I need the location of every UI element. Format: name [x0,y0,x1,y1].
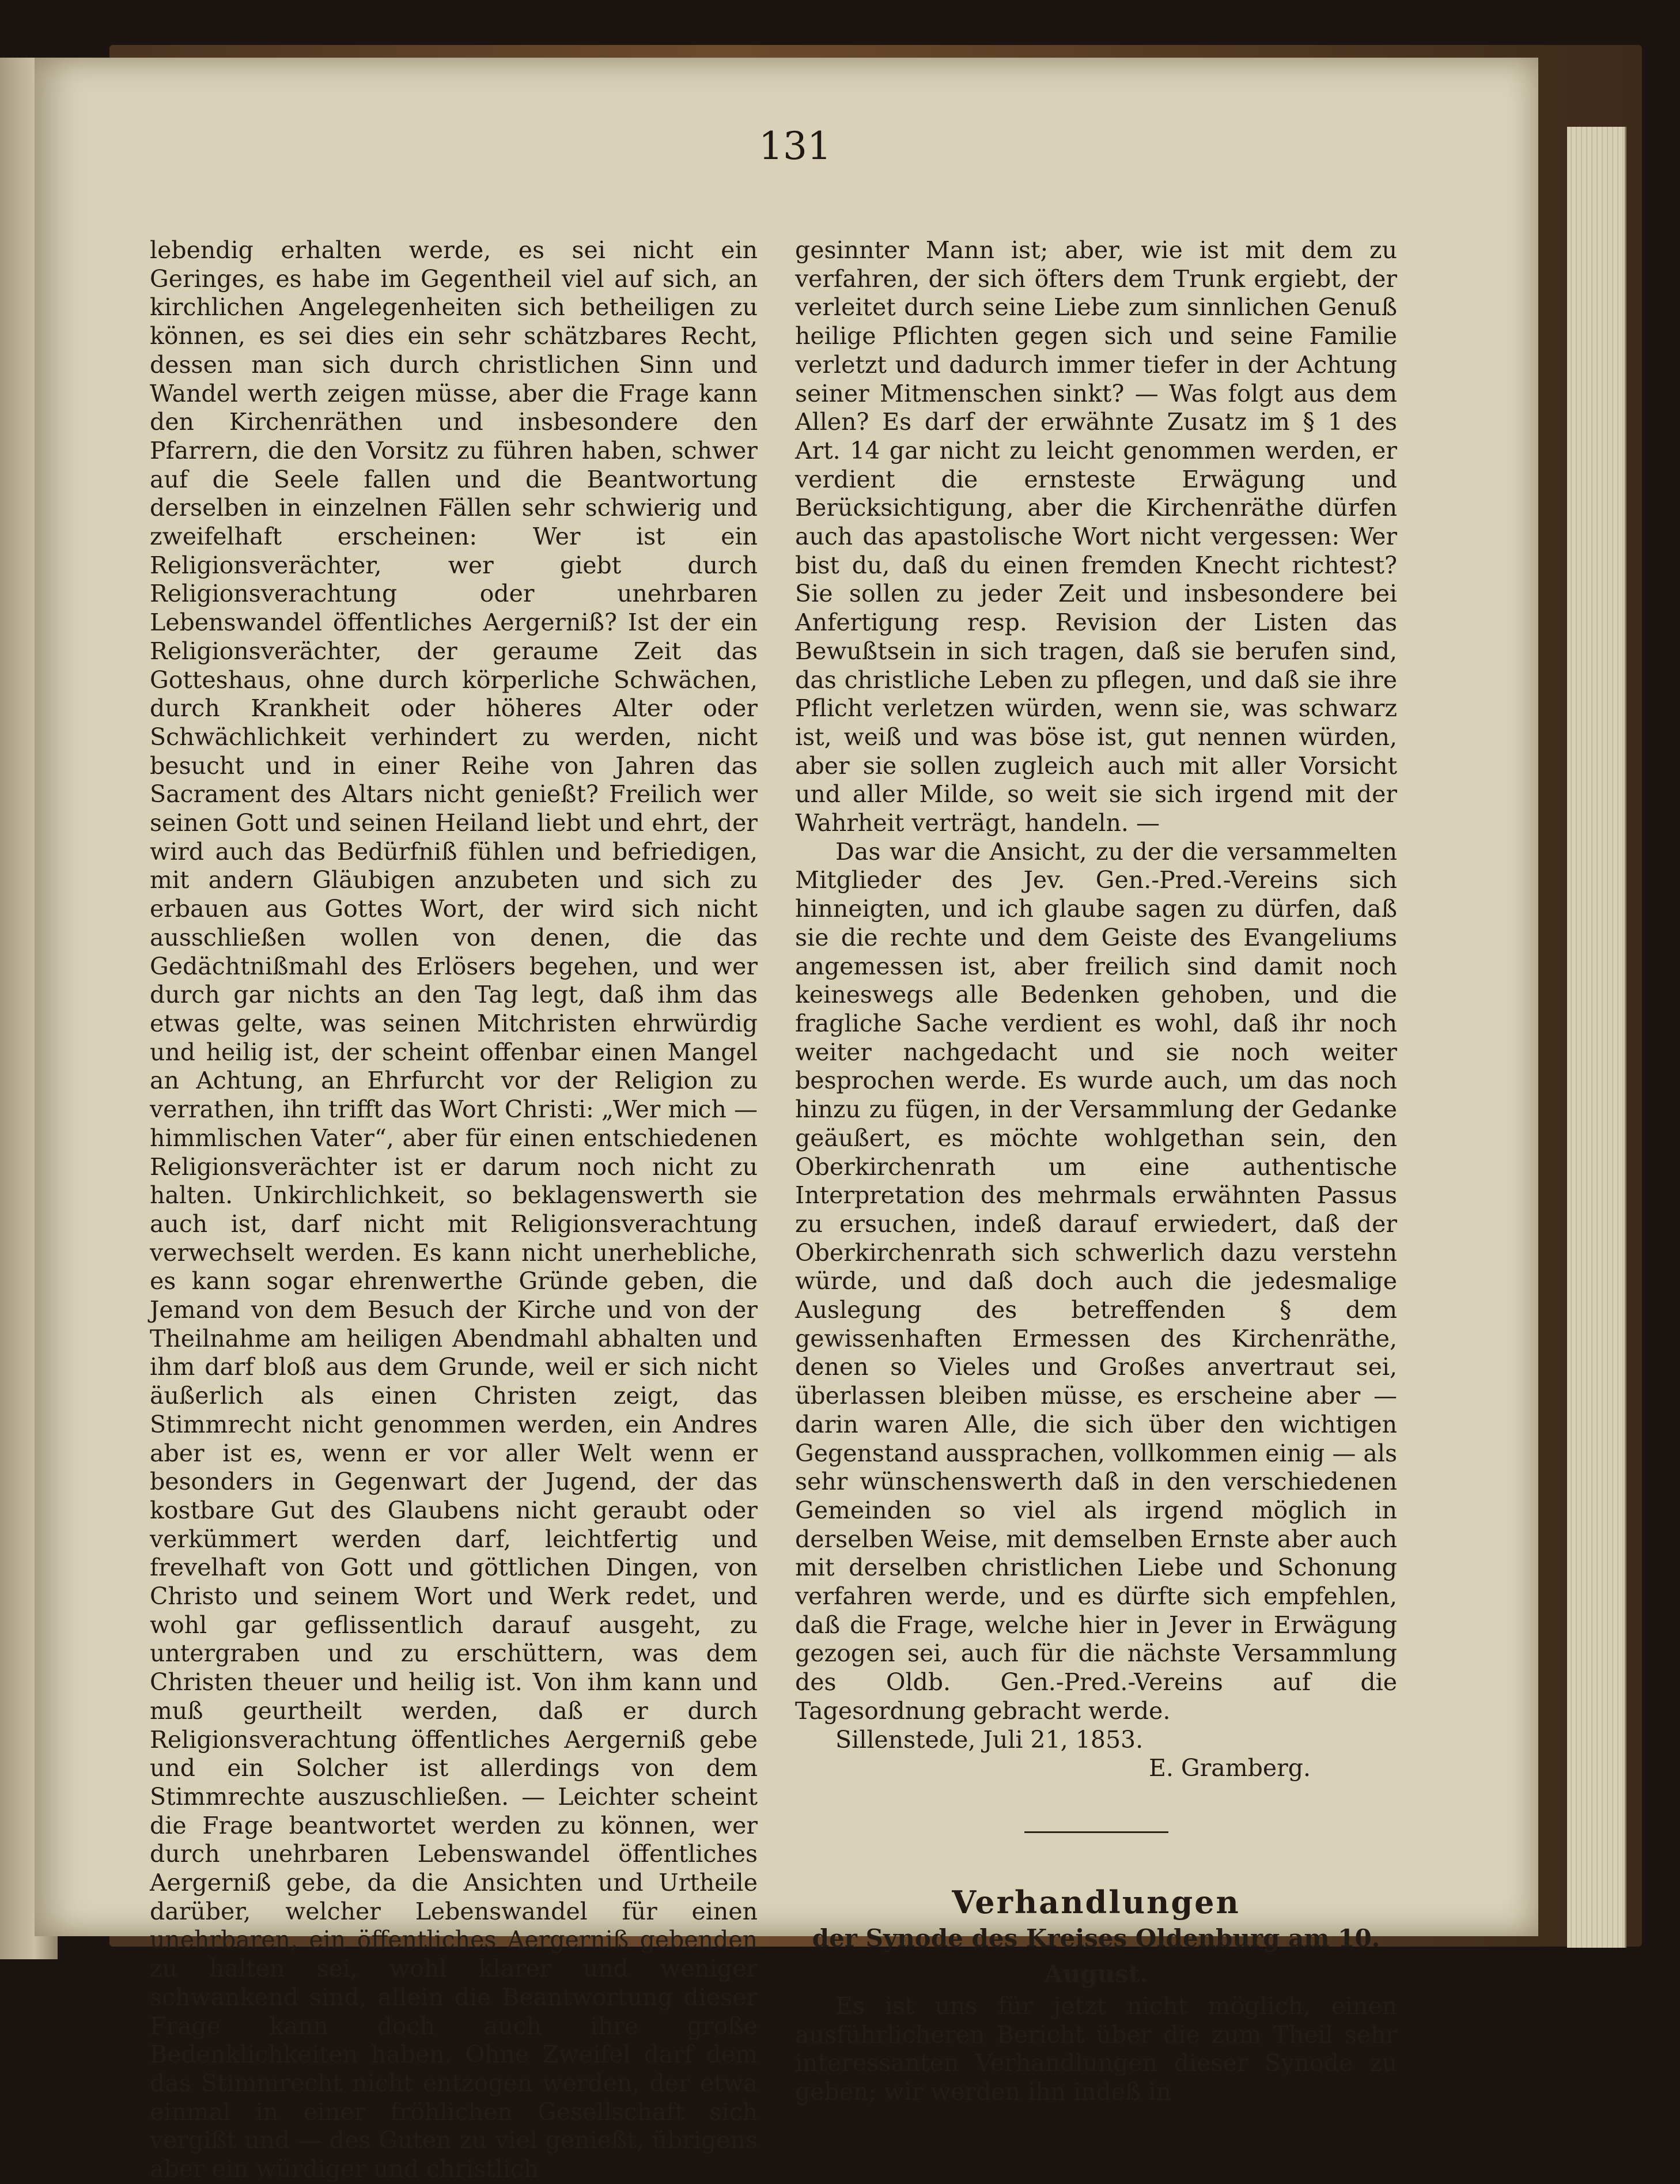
dateline: Sillenstede, Juli 21, 1853. [835,1725,1144,1754]
page-number: 131 [759,124,831,168]
right-column [795,236,1397,2107]
section-heading: Verhandlungen [952,1883,1240,1921]
left-column-text: lebendig erhalten werde, es sei nicht ein Geringes, es habe im Gegentheil viel auf sich, an kirchlichen Angelegenheiten sich betheiligen zu können, es sei dies ein sehr schätzbares Recht, dessen man sich durch christlichen Sinn und Wandel werth zeigen müsse, aber die Frage kann den Kirchenräthen und insbesondere den Pfarrern, die den Vorsitz zu führen haben, schwer auf die Seele fallen und die Beantwortung derselben in einzelnen Fällen sehr schwierig und zweifelhaft erscheinen: Wer ist ein Religionsverächter, wer giebt durch Religionsverachtung oder unehrbaren Lebenswandel öffentliches Aergerniß? Ist der ein Religionsverächter, der geraume Zeit das Gotteshaus, ohne durch körperliche Schwächen, durch Krankheit oder höheres Alter oder Schwächlichkeit verhindert zu werden, nicht besucht und in einer Reihe von Jahren das Sacrament des Altars nicht genießt? Freilich wer seinen Gott und seinen Heiland liebt und ehrt, der wird auch das Bedürfniß fühlen und befriedigen, mit andern Gläubigen anzubeten und sich zu erbauen aus Gottes Wort, der wird sich nicht ausschließen wollen von denen, die das Gedächtnißmahl des Erlösers begehen, und wer durch gar nichts an den Tag legt, daß ihm das etwas gelte, was seinen Mitchristen ehrwürdig und heilig ist, der scheint offenbar einen Mangel an Achtung, an Ehrfurcht vor der Religion zu verrathen, ihn trifft das Wort Christi: „Wer mich — himmlischen Vater“, aber für einen entschiedenen Religionsverächter ist er darum noch nicht zu halten. Unkirchlichkeit, so beklagenswerth sie auch ist, darf nicht mit Religionsverachtung verwechselt werden. Es kann nicht unerhebliche, es kann sogar ehrenwerthe Gründe geben, die Jemand von dem Besuch der Kirche und von der Theilnahme am heiligen Abendmahl abhalten und ihm darf bloß aus dem Grunde, weil er sich nicht äußerlich als einen Christen zeigt, das Stimmrecht nicht genommen werden, ein Andres aber ist es, wenn er vor aller Welt wenn er besonders in Gegenwart der Jugend, der das kostbare Gut des Glaubens nicht geraubt oder verkümmert werden darf, leichtfertig und frevelhaft von Gott und göttlichen Dingen, von Christo und seinem Wort und Werk redet, und wohl gar geflissentlich darauf ausgeht, zu untergraben und zu erschüttern, was dem Christen theuer und heilig ist. Von ihm kann und muß geurtheilt werden, daß er durch Religionsverachtung öffentliches Aergerniß gebe und ein Solcher ist allerdings von dem Stimmrechte auszuschließen. — Leichter scheint die Frage beantwortet werden zu können, wer durch unehrbaren Lebenswandel öffentliches Aergerniß gebe, da die Ansichten und Urtheile darüber, welcher Lebenswandel für einen unehrbaren, ein öffentliches Aergerniß gebenden zu halten sei, wohl klarer und weniger schwankend sind, allein die Beantwortung dieser Frage kann doch auch ihre große Bedenklichkeiten haben. Ohne Zweifel darf dem das Stimmrecht nicht entzogen werden, der etwa einmal in einer fröhlichen Gesellschaft sich vergißt und — des Guten zu viel genießt, übrigens aber ein würdiger und christlich [150,236,758,2183]
left-column [150,236,758,2184]
signature: E. Gramberg. [1148,1754,1311,1782]
page-stack-edge [1567,127,1626,1948]
section-subheading: der Synode des Kreises Oldenburg am 10. August. [812,1924,1380,1988]
section-paragraph: Es ist uns für jetzt nicht möglich, einen ausführlicheren Bericht über die zum Theil sehr interessanten Verhandlungen dieser Synode zu geben; wir werden ihn indeß in [795,1992,1397,2106]
right-paragraph-1: gesinnter Mann ist; aber, wie ist mit dem zu verfahren, der sich öfters dem Trunk ergiebt, der verleitet durch seine Liebe zum sinnlichen Genuß heilige Pflichten gegen sich und seine Familie verletzt und dadurch immer tiefer in der Achtung seiner Mitmenschen sinkt? — Was folgt aus dem Allen? Es darf der erwähnte Zusatz im § 1 des Art. 14 gar nicht zu leicht genommen werden, er verdient die ernsteste Erwägung und Berücksichtigung, aber die Kirchenräthe dürfen auch das apastolische Wort nicht vergessen: Wer bist du, daß du einen fremden Knecht richtest? Sie sollen zu jeder Zeit und insbesondere bei Anfertigung resp. Revision der Listen das Bewußtsein in sich tragen, daß sie berufen sind, das christliche Leben zu pflegen, und daß sie ihre Pflicht verletzen würden, wenn sie, was schwarz ist, weiß und was böse ist, gut nennen würden, aber sie sollen zugleich auch mit aller Vorsicht und aller Milde, so weit sie sich irgend mit der Wahrheit verträgt, handeln. — [795,236,1397,837]
section-divider [1024,1831,1168,1833]
right-paragraph-2: Das war die Ansicht, zu der die versammelten Mitglieder des Jev. Gen.-Pred.-Vereins sich hinneigten, und ich glaube sagen zu dürfen, daß sie die rechte und dem Geiste des Evangeliums angemessen ist, aber freilich sind damit noch keineswegs alle Bedenken gehoben, und die fragliche Sache verdient es wohl, daß ihr noch weiter nachgedacht und sie noch weiter besprochen werde. Es wurde auch, um das noch hinzu zu fügen, in der Versammlung der Gedanke geäußert, es möchte wohlgethan sein, den Oberkirchenrath um eine authentische Interpretation des mehrmals erwähnten Passus zu ersuchen, indeß darauf erwiedert, daß der Oberkirchenrath sich schwerlich dazu verstehn würde, und daß doch auch die jedesmalige Auslegung des betreffenden § dem gewissenhaften Ermessen des Kirchenräthe, denen so Vieles und Großes anvertraut sei, überlassen bleiben müsse, es erscheine aber — darin waren Alle, die sich über den wichtigen Gegenstand aussprachen, vollkommen einig — als sehr wünschenswerth daß in den verschiedenen Gemeinden so viel als irgend möglich in derselben Weise, mit demselben Ernste aber auch mit derselben christlichen Liebe und Schonung verfahren werde, und es dürfte sich empfehlen, daß die Frage, welche hier in Jever in Erwägung gezogen sei, auch für die nächste Versammlung des Oldb. Gen.-Pred.-Vereins auf die Tagesordnung gebracht werde. [795,837,1397,1725]
